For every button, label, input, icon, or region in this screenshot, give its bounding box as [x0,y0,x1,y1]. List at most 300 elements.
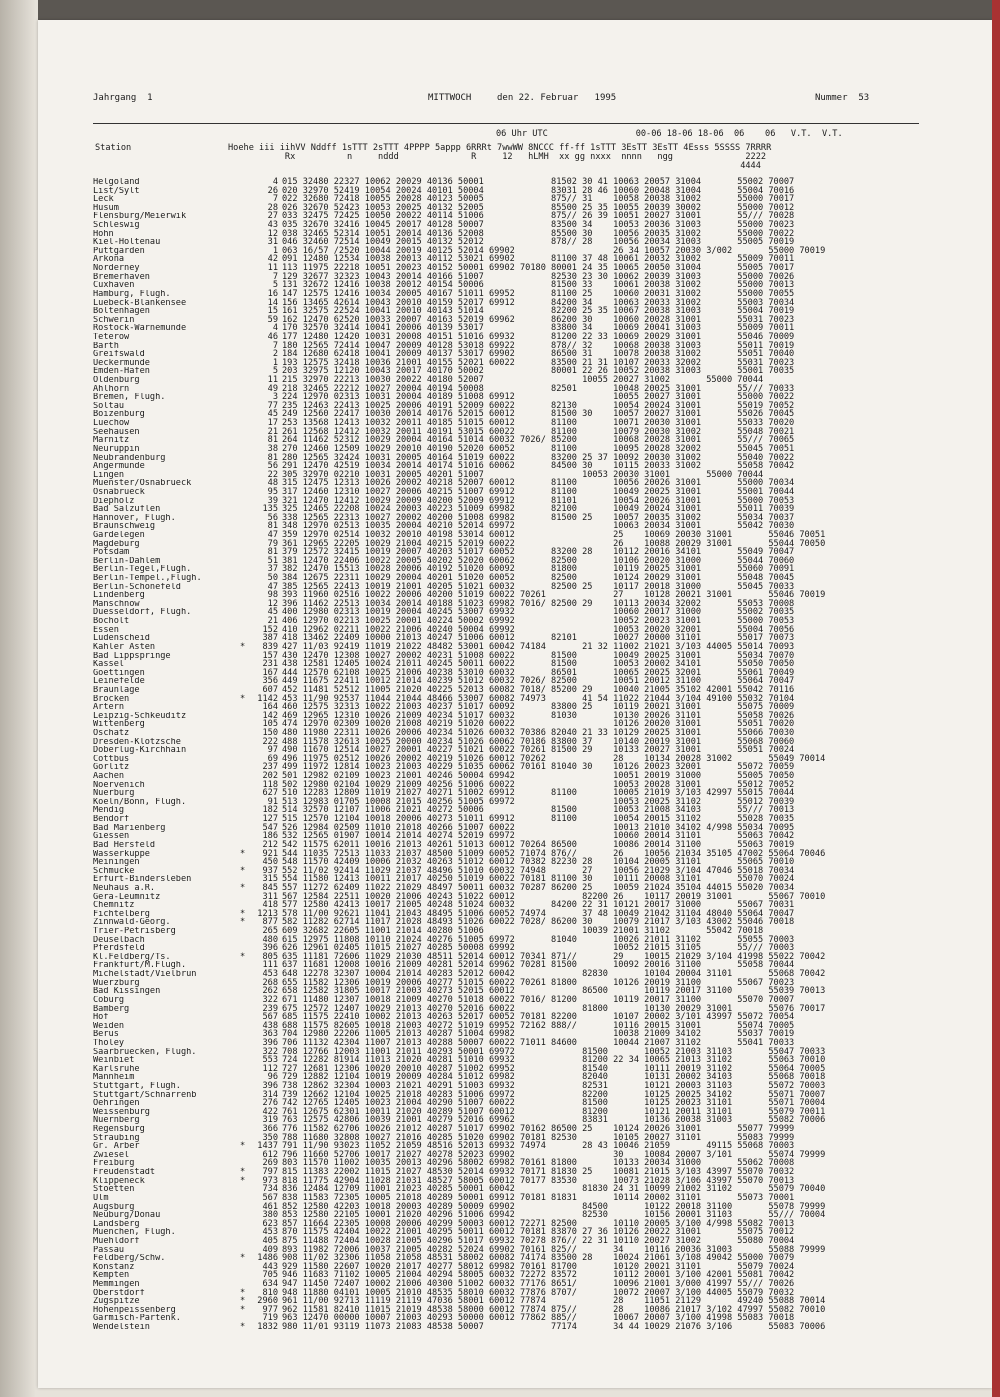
synop-data: 578 11/00 92621 11041 21043 48495 51006 60052 74974 37 48 10049 21042 31104 48040 55064 70047 [282,908,795,919]
station-height: 276 [262,1098,278,1109]
station-name: Ueckermünde [93,358,150,368]
synop-data: 113 11975 22218 10051 20023 40152 50001 69902 70180 80001 24 35 10065 20050 31004 55005 70017 [282,263,795,274]
synop-data: 379 12572 32415 10019 20007 40203 51017 60052 83200 28 10112 20016 34101 55049 70047 [282,547,795,558]
station-height: 81 [267,452,278,463]
mountain-marker [240,281,248,290]
mountain-marker [240,669,248,678]
station-name: Goettingen [93,668,145,678]
synop-data: 727 12681 12306 10020 20010 40287 51002 69952 81540 10111 20019 31102 55064 70005 [282,1063,826,1074]
station-name: Mendig [93,806,125,816]
station-height: 418 [262,900,278,911]
station-height: 50 [267,573,278,584]
station-name: Rostock-Warnemünde [93,324,187,333]
mountain-marker [240,471,248,480]
synop-data: 803 11570 11002 10035 20013 40296 58002 69982 70161 81800 10133 20034 31000 55062 70008 [282,1158,795,1169]
table-row [93,1323,923,1332]
synop-data: 838 11583 72305 10005 21018 40289 50001 69912 70181 81831 10114 20002 31101 55073 70001 [282,1192,795,1203]
station-name: Hamburg, Flugh. [93,289,171,299]
station-height: 1832 [257,1322,278,1333]
station-height: 7 [272,340,278,351]
station-name: Zwiesel [93,1150,130,1160]
station-height: 845 [262,882,278,893]
synop-data: 626 12961 02405 11015 21027 40285 50008 69992 10052 21015 31105 55/// 70003 [282,943,795,954]
station-name: Braunschweig [93,522,156,531]
station-name: Manschnow [93,599,140,609]
station-height: 805 [262,951,278,962]
mountain-marker [240,1185,248,1194]
station-name: Zinnwald-Georg. [93,918,171,928]
mountain-marker [240,626,248,635]
station-name: Helgoland [93,178,140,187]
mountain-marker [240,1022,248,1031]
synop-data: 396 11462 22513 10034 20014 40188 51023 69982 7016/ 82500 29 10113 20034 32002 55053 70008 [282,598,795,609]
synop-data: 035 32670 32416 10045 20017 40128 50007 83500 34 10053 20036 31003 55000 70023 [282,220,795,231]
station-height: 839 [262,641,278,652]
station-height: 186 [262,831,278,842]
station-height: 438 [262,1020,278,1031]
station-name: Görlitz [93,763,130,773]
station-name: Zugspitze [93,1297,140,1306]
station-name: Wittenberg [93,720,145,729]
station-name: Weissenburg [93,1107,150,1117]
station-height: 98 [267,590,278,601]
station-height: 607 [262,684,278,695]
mountain-marker [240,1108,248,1117]
station-name: Klippeneck [93,1176,145,1186]
column-header-line1: 06 Uhr UTC 00-06 18-06 18-06 06 06 V.T. V.T. [496,129,843,139]
station-name: Bad Marienberg [93,823,166,833]
station-height: 405 [262,1235,278,1246]
station-name: Stuttgart/Schnarrenb [93,1090,197,1100]
station-name: Kempten [93,1271,130,1280]
sheet-top-edge [38,0,992,20]
mountain-marker [240,652,248,661]
station-height: 937 [262,865,278,876]
mountain-marker: * [240,693,246,704]
synop-data: 567 12584 22511 10020 21006 40243 51022 60012 82200 26 10117 20019 31001 55067 70010 [282,891,826,902]
station-name: Tholey [93,1038,125,1048]
mountain-marker [240,600,248,609]
station-name: Weiden [93,1021,125,1031]
weekday-label: MITTWOCH [428,93,472,103]
mountain-marker [240,540,248,549]
synop-data: 908 11/02 32306 11058 21058 48531 58002 60082 74174 83500 28 10024 21061 3/108 49042 55000 70079 [282,1253,795,1264]
station-height: 142 [262,710,278,721]
station-height: 396 [262,943,278,954]
station-height: 152 [262,624,278,635]
station-height: 453 [262,969,278,980]
mountain-marker [240,238,248,247]
mountain-marker [240,832,248,841]
synop-data: 385 12565 22413 10019 21001 40205 51021 60032 82500 25 10117 20018 31000 55045 70033 [282,581,795,592]
synop-data: 963 12470 00000 10007 21003 40293 50000 60012 77862 885// 10067 20007 3/100 41998 55083 70018 [282,1313,795,1324]
mountain-marker [240,1211,248,1220]
synop-data: 929 11580 22607 10020 21017 40277 58012 69982 70161 81700 10120 20021 31101 55079 70024 [282,1261,795,1272]
synop-data: 675 12572 12407 10029 21013 40270 52016 60022 81800 10130 20029 31001 55076 70017 [282,1003,826,1014]
mountain-marker [240,936,248,945]
station-name: Freudenstadt [93,1168,156,1177]
station-height: 623 [262,1218,278,1229]
synop-data: 852 12580 42203 10018 20003 40289 50009 69902 84500 10122 20018 31100 55078 79999 [282,1201,826,1212]
station-name: Ahlhorn [93,384,130,394]
synop-data: 552 11/02 92414 11029 21037 48496 51010 60032 74948 27 10056 21029 3/104 47046 55018 70034 [282,865,795,876]
synop-data: 980 11/01 93119 11073 21083 48538 50007 77174 34 44 10029 21076 3/106 55083 70006 [282,1322,826,1333]
synop-data: 655 11582 12306 10019 20006 40277 51015 60022 70261 81800 10126 20019 31100 55067 70023 [282,977,795,988]
mountain-marker: * [240,917,246,928]
mountain-marker: * [240,848,246,859]
mountain-marker [240,195,248,204]
station-name: Passau [93,1245,125,1255]
synop-data: 815 11383 22002 11015 21027 48530 52014 69932 70171 81830 25 10081 21015 3/103 43997 55070 70032 [282,1167,795,1178]
synop-data: 515 12570 12104 10018 20006 40273 51011 69912 81100 10054 20015 31102 55028 70035 [282,814,795,825]
synop-data: 761 12675 62301 10011 21020 40289 51007 60012 81200 10121 20011 31101 55079 70011 [282,1106,826,1117]
station-height: 135 [262,504,278,515]
mountain-marker [240,299,248,308]
station-name: Lindenberg [93,591,145,600]
station-name: Mannheim [93,1073,135,1082]
synop-data: 788 11680 32808 10027 21016 40285 51020 69902 70181 82530 10105 20027 31101 55083 79999 [282,1132,795,1143]
station-name: Emden-Hafen [93,367,150,377]
synop-data: 708 12766 12003 11001 21011 40293 50001 69972 81500 10052 21003 31103 55047 70033 [282,1046,826,1057]
station-height: 164 [262,702,278,713]
station-height: 239 [262,1003,278,1014]
synop-data: 091 12480 12534 10038 20013 40112 53021 69902 81100 37 48 10061 20032 31002 55009 70011 [282,254,795,265]
station-name: Giessen [93,832,130,841]
synop-data: 582 11282 62714 11017 21028 48493 51026 60022 7028/ 86200 30 10079 21017 3/103 43002 55046 70018 [282,917,795,928]
station-name: Diepholz [93,496,135,506]
station-name: Saarbruecken, Flugh. [93,1047,197,1057]
station-height: 877 [262,917,278,928]
mountain-marker [240,763,248,772]
synop-data: 046 32460 72514 10049 20015 40132 52012 878// 28 10056 20034 31003 55005 70019 [282,237,795,248]
station-height: 56 [267,512,278,523]
mountain-marker [240,1073,248,1082]
mountain-marker [240,1116,248,1125]
mountain-marker [240,1125,248,1134]
mountain-marker [240,824,248,833]
station-height: 366 [262,1124,278,1135]
synop-data: 170 32570 32414 10041 20006 40139 53017 83800 34 10069 20041 31003 55009 70011 [282,323,795,334]
station-height: 81 [267,547,278,558]
station-name: Berlin-Tempel.,Flugh. [93,574,202,583]
mountain-marker [240,462,248,471]
synop-data: 156 13465 42614 10043 20010 40159 52017 69912 84200 34 10063 20033 31002 55003 70034 [282,297,795,308]
station-name: Ulm [93,1193,109,1203]
station-height: 212 [262,839,278,850]
station-name: Leck [93,195,114,204]
mountain-marker [240,316,248,325]
station-name: Kl.Feldberg/Ts. [93,952,171,962]
mountain-marker [240,324,248,333]
date-label: den 22. Februar 1995 [497,93,617,103]
nummer-label: Nummer 53 [815,93,870,103]
station-height: 81 [267,435,278,446]
mountain-marker [240,617,248,626]
mountain-marker [240,1065,248,1074]
station-name: Nuernberg [93,1116,140,1126]
synop-data: 452 11481 52512 11005 21020 40225 52013 60082 7018/ 85200 29 10040 21005 35102 42001 55042 70116 [282,684,795,695]
jahrgang-label: Jahrgang 1 [93,93,153,103]
station-height: 59 [267,314,278,325]
station-name: Neuburg/Donau [93,1211,161,1220]
synop-data: 739 12662 12104 10025 21018 40283 51006 69972 82200 10125 20025 34102 55071 70007 [282,1089,826,1100]
mountain-marker [240,781,248,790]
mountain-marker: * [240,1296,246,1307]
station-height: 37 [267,564,278,575]
mountain-marker [240,247,248,256]
column-header-line3: Rx n nddd R 12 hLMH xx gg nxxx nnnn ngg 2222 [228,152,767,162]
station-name: Neuhaus a.R. [93,883,156,893]
station-height: 480 [262,934,278,945]
mountain-marker [240,402,248,411]
synop-data: 438 12581 12405 10024 21011 40245 50011 60022 81500 10053 20002 34101 55050 70050 [282,659,795,670]
synop-data: 704 12980 22206 11005 21013 40287 51004 69982 10038 21009 34102 55037 70019 [282,1029,795,1040]
station-name: Berlin-Dahlem [93,556,161,566]
mountain-marker [240,1099,248,1108]
station-name: Weinbiet [93,1056,135,1065]
station-height: 231 [262,659,278,670]
synop-data: 510 12283 12809 11019 21027 40271 51002 69912 81100 10005 21019 3/103 42997 55015 70044 [282,788,795,799]
station-height: 461 [262,1201,278,1212]
mountain-marker [240,677,248,686]
station-height: 567 [262,1012,278,1023]
station-name: Coburg [93,995,125,1005]
station-height: 627 [262,788,278,799]
station-height: 311 [262,891,278,902]
synop-data: 532 12565 01907 10014 21014 40274 52019 69972 10060 20014 31101 55063 70042 [282,831,795,842]
station-height: 16 [267,288,278,299]
station-name: Muenchen, Flugh. [93,1228,176,1237]
mountain-marker [240,367,248,376]
station-name: Puttgarden [93,246,145,256]
mountain-marker [240,987,248,996]
synop-data: 020 32970 52419 10054 20024 40101 50004 83031 28 46 10060 20048 31004 55004 70016 [282,185,795,196]
station-height: 22 [267,469,278,480]
synop-data: 962 11581 82410 11015 21019 48538 58000 60012 77874 875// 28 10086 21017 3/102 47997 55082 70010 [282,1304,826,1315]
station-name: Chemnitz [93,901,135,910]
synop-data: 609 32682 22605 11001 21014 40280 51006 10039 21001 31102 55042 70018 [282,926,764,937]
station-name: Stoetten [93,1185,135,1194]
station-name: Oberstdorf [93,1288,145,1298]
mountain-marker [240,436,248,445]
synop-data: 480 11980 22311 10026 20006 40234 51026 60032 70386 82040 21 33 10129 20025 31001 55066 70030 [282,728,795,738]
synop-data: 853 12580 22105 10001 21020 40296 51006 69942 82530 10156 20001 31103 55/// 70004 [282,1210,826,1221]
mountain-marker [240,264,248,273]
binder-shadow [0,0,36,1397]
mountain-marker [240,385,248,394]
station-name: Berlin-Schönefeld [93,582,181,592]
synop-data: 548 11570 42409 10006 21032 40263 51012 60012 70382 82230 28 10104 20005 31101 55065 70010 [282,857,795,868]
station-name: Bad Kissingen [93,987,161,996]
mountain-marker: * [240,1167,246,1178]
station-height: 17 [267,418,278,429]
synop-data: 635 11181 72606 11029 21030 48511 52014 60012 70341 871// 29 10015 21029 3/104 41998 55022 70042 [282,951,826,962]
station-name: Osnabrueck [93,487,145,497]
mountain-marker [240,720,248,729]
mountain-marker: * [240,908,246,919]
station-height: 450 [262,857,278,868]
mountain-marker [240,798,248,807]
synop-data: 224 12970 02313 10031 20004 40189 51008 69912 10055 20027 31001 55000 70022 [282,392,795,403]
synop-data: 488 11578 32613 10025 20000 40234 51026 60062 70186 83800 37 10140 20019 31001 55068 70060 [282,736,795,747]
mountain-marker [240,961,248,970]
station-height: 111 [262,960,278,971]
mountain-marker: * [240,641,246,652]
station-height: 5 [272,366,278,377]
synop-data: 514 32570 12107 11006 21021 40272 50006 81500 10053 21008 34103 55/// 70013 [282,805,795,816]
mountain-marker [240,212,248,221]
synop-data: 184 12680 62418 10041 20009 40137 53017 69902 86500 31 10078 20038 31002 55051 70040 [282,349,795,360]
synop-data: 325 12465 22208 10024 20003 40223 51009 69982 82100 10049 20024 31001 55011 70039 [282,504,795,515]
mountain-marker [240,479,248,488]
station-name: Leipzig-Schkeuditz [93,711,187,721]
station-height: 81 [267,521,278,532]
mountain-marker [240,548,248,557]
mountain-marker [240,393,248,402]
station-height: 47 [267,529,278,540]
bulletin-header [93,94,923,105]
station-height: 547 [262,822,278,833]
station-height: 118 [262,779,278,790]
mountain-marker: * [240,1322,246,1333]
bulletin-content [93,94,923,1332]
station-name: Angermünde [93,462,145,471]
station-name: Cottbus [93,754,130,764]
synop-data: 513 12983 01705 10008 21015 40256 51005 69972 10053 20025 31102 55012 70039 [282,796,795,807]
synop-data: 382 12470 15513 10028 20006 40192 51020 60092 81800 10119 20025 31001 55060 70091 [282,564,795,575]
mountain-marker [240,729,248,738]
synop-data: 542 11575 62011 10016 21013 40261 51013 60012 70264 86500 10086 20014 31100 55063 70019 [282,839,795,850]
station-height: 1142 [257,693,278,704]
station-name: Bamberg [93,1004,130,1014]
station-height: 21 [267,426,278,437]
station-height: 387 [262,633,278,644]
mountain-marker [240,1048,248,1057]
station-height: 810 [262,1287,278,1298]
station-name: Lüdenscheid [93,634,150,643]
station-height: 262 [262,986,278,997]
synop-data: 875 11488 72404 10028 21005 40296 51017 69932 70278 876// 22 31 10110 20027 31002 55080 70004 [282,1235,795,1246]
column-header-line4: 4444 [228,161,761,171]
station-height: 27 [267,211,278,222]
synop-data: 338 12565 22313 10027 20002 40200 51008 69982 81500 25 10057 20035 31002 55034 70037 [282,512,795,523]
station-name: Memmingen [93,1280,140,1289]
station-name: Kassel [93,660,125,669]
station-height: 5 [272,280,278,291]
station-height: 612 [262,1149,278,1160]
station-height: 380 [262,1210,278,1221]
station-name: Seehausen [93,427,140,437]
station-height: 2960 [257,1296,278,1307]
column-header-line2: Hoehe iii iihVV Nddff 1sTTT 2sTTT 4PPPP 5appp 6RRRt 7wwWW 8NCCC ff-ff 1sTTT 3EsTT 3EsTT 4Esss 5SSSS 7RRRR [228,143,772,153]
station-height: 31 [267,237,278,248]
station-name: Schmücke [93,866,135,876]
station-name: Stuttgart, Flugh. [93,1081,181,1091]
station-name: Freiburg [93,1159,135,1169]
synop-data: 131 32672 12416 10038 20012 40154 50006 81500 33 10061 20038 31002 55000 70013 [282,280,795,291]
station-name: Erfurt-Bindersleben [93,875,192,884]
synop-data: 147 12575 12416 10034 20005 40167 51011 69952 81100 25 10060 20031 31002 55000 70055 [282,288,795,299]
synop-data: 177 12480 12420 10031 20008 40151 51016 69932 81200 22 33 10069 20029 31001 55046 70009 [282,331,795,342]
station-height: 1437 [257,1141,278,1152]
synop-data: 038 32465 52314 10051 20014 40136 52008 85500 30 10056 20035 31002 55000 70022 [282,228,795,239]
station-name: Cuxhaven [93,281,135,290]
synop-data: 235 12463 22413 10025 20006 40191 52009 60022 82130 10054 20024 31001 55019 70052 [282,400,795,411]
synop-data: 526 12984 02509 11010 21018 40266 51007 60022 10013 21010 34102 4/998 55034 70095 [282,822,795,833]
synop-data: 615 12975 11808 10110 21024 40276 51005 69972 81040 10026 21011 31102 55055 70003 [282,934,795,945]
station-height: 315 [262,874,278,885]
station-height: 15 [267,306,278,317]
station-height: 553 [262,1055,278,1066]
mountain-marker [240,359,248,368]
synop-data: 836 12484 12709 11001 21023 40285 50001 60042 81830 24 31 10099 21002 31102 55079 70040 [282,1184,826,1195]
station-name: Bad Lippspringe [93,651,171,661]
mountain-marker [240,1082,248,1091]
mountain-marker: * [240,1253,246,1264]
synop-data: 348 12970 02513 10035 20004 40210 52014 69972 10063 20034 31001 55042 70030 [282,521,795,532]
mountain-marker [240,488,248,497]
synop-data: 857 11664 22305 10008 20006 40299 50003 60012 72271 82500 10110 20005 3/100 4/998 55082 70013 [282,1218,795,1229]
synop-data: 648 12278 32307 10004 21014 40283 52012 60042 82830 10104 20004 31101 55068 70042 [282,969,826,980]
synop-data: 688 11575 82605 10018 21003 40272 51019 69952 72162 888// 10116 20015 31001 55074 70005 [282,1020,795,1031]
station-name: Neubrandenburg [93,453,166,463]
mountain-marker [240,815,248,824]
station-height: 69 [267,753,278,764]
mountain-marker [240,1271,248,1280]
synop-data: 658 12582 31805 10017 21003 40273 52015 60012 86500 10119 20017 31100 55039 70013 [282,986,826,997]
station-height: 105 [262,719,278,730]
station-name: Boltenhagen [93,307,150,316]
mountain-marker [240,505,248,514]
mountain-marker [240,428,248,437]
station-name: Muehldorf [93,1236,140,1246]
station-height: 46 [267,331,278,342]
station-name: Kahler Asten [93,642,156,652]
mountain-marker [240,522,248,531]
station-height: 396 [262,1037,278,1048]
synop-data: 384 12675 22311 10029 20004 40201 51020 60052 82500 10124 20029 31001 55048 70045 [282,573,795,584]
synop-data: 685 11575 22410 10002 21013 40263 52017 60052 70181 82200 10107 20002 3/101 43997 55072 70054 [282,1012,795,1023]
station-height: 38 [267,443,278,454]
mountain-marker [240,497,248,506]
station-name: Landsberg [93,1219,140,1229]
mountain-marker: * [240,865,246,876]
station-height: 363 [262,1029,278,1040]
station-height: 705 [262,1270,278,1281]
station-name: Pferdsfeld [93,944,145,953]
mountain-marker [240,1203,248,1212]
station-name: Frankfurt/M.Flugh. [93,961,187,971]
station-height: 91 [267,796,278,807]
station-height: 322 [262,1046,278,1057]
station-height: 157 [262,650,278,661]
mountain-marker [240,1030,248,1039]
mountain-marker [240,290,248,299]
station-name: Nuerburg [93,789,135,798]
synop-data: 218 32465 22212 10027 20004 40194 50008 82501 10048 20025 31001 55/// 70033 [282,383,795,394]
mountain-marker [240,557,248,566]
synop-data: 410 12962 02211 10022 21006 40240 50004 69992 10053 20020 32001 55004 70056 [282,624,795,635]
synop-data: 738 12862 32304 10003 21021 40291 51003 69932 82531 10121 20003 31103 55072 70003 [282,1080,826,1091]
station-name: Gardelegen [93,530,145,540]
station-height: 39 [267,495,278,506]
synop-data: 791 11/90 93023 11052 21059 48516 52013 69932 74974 28 43 10046 21059 49115 55068 70003 [282,1141,795,1152]
station-name: Bendorf [93,815,130,824]
station-height: 45 [267,607,278,618]
station-name: Braunlage [93,685,140,695]
station-name: Regensburg [93,1125,145,1134]
station-name: Norderney [93,264,140,273]
